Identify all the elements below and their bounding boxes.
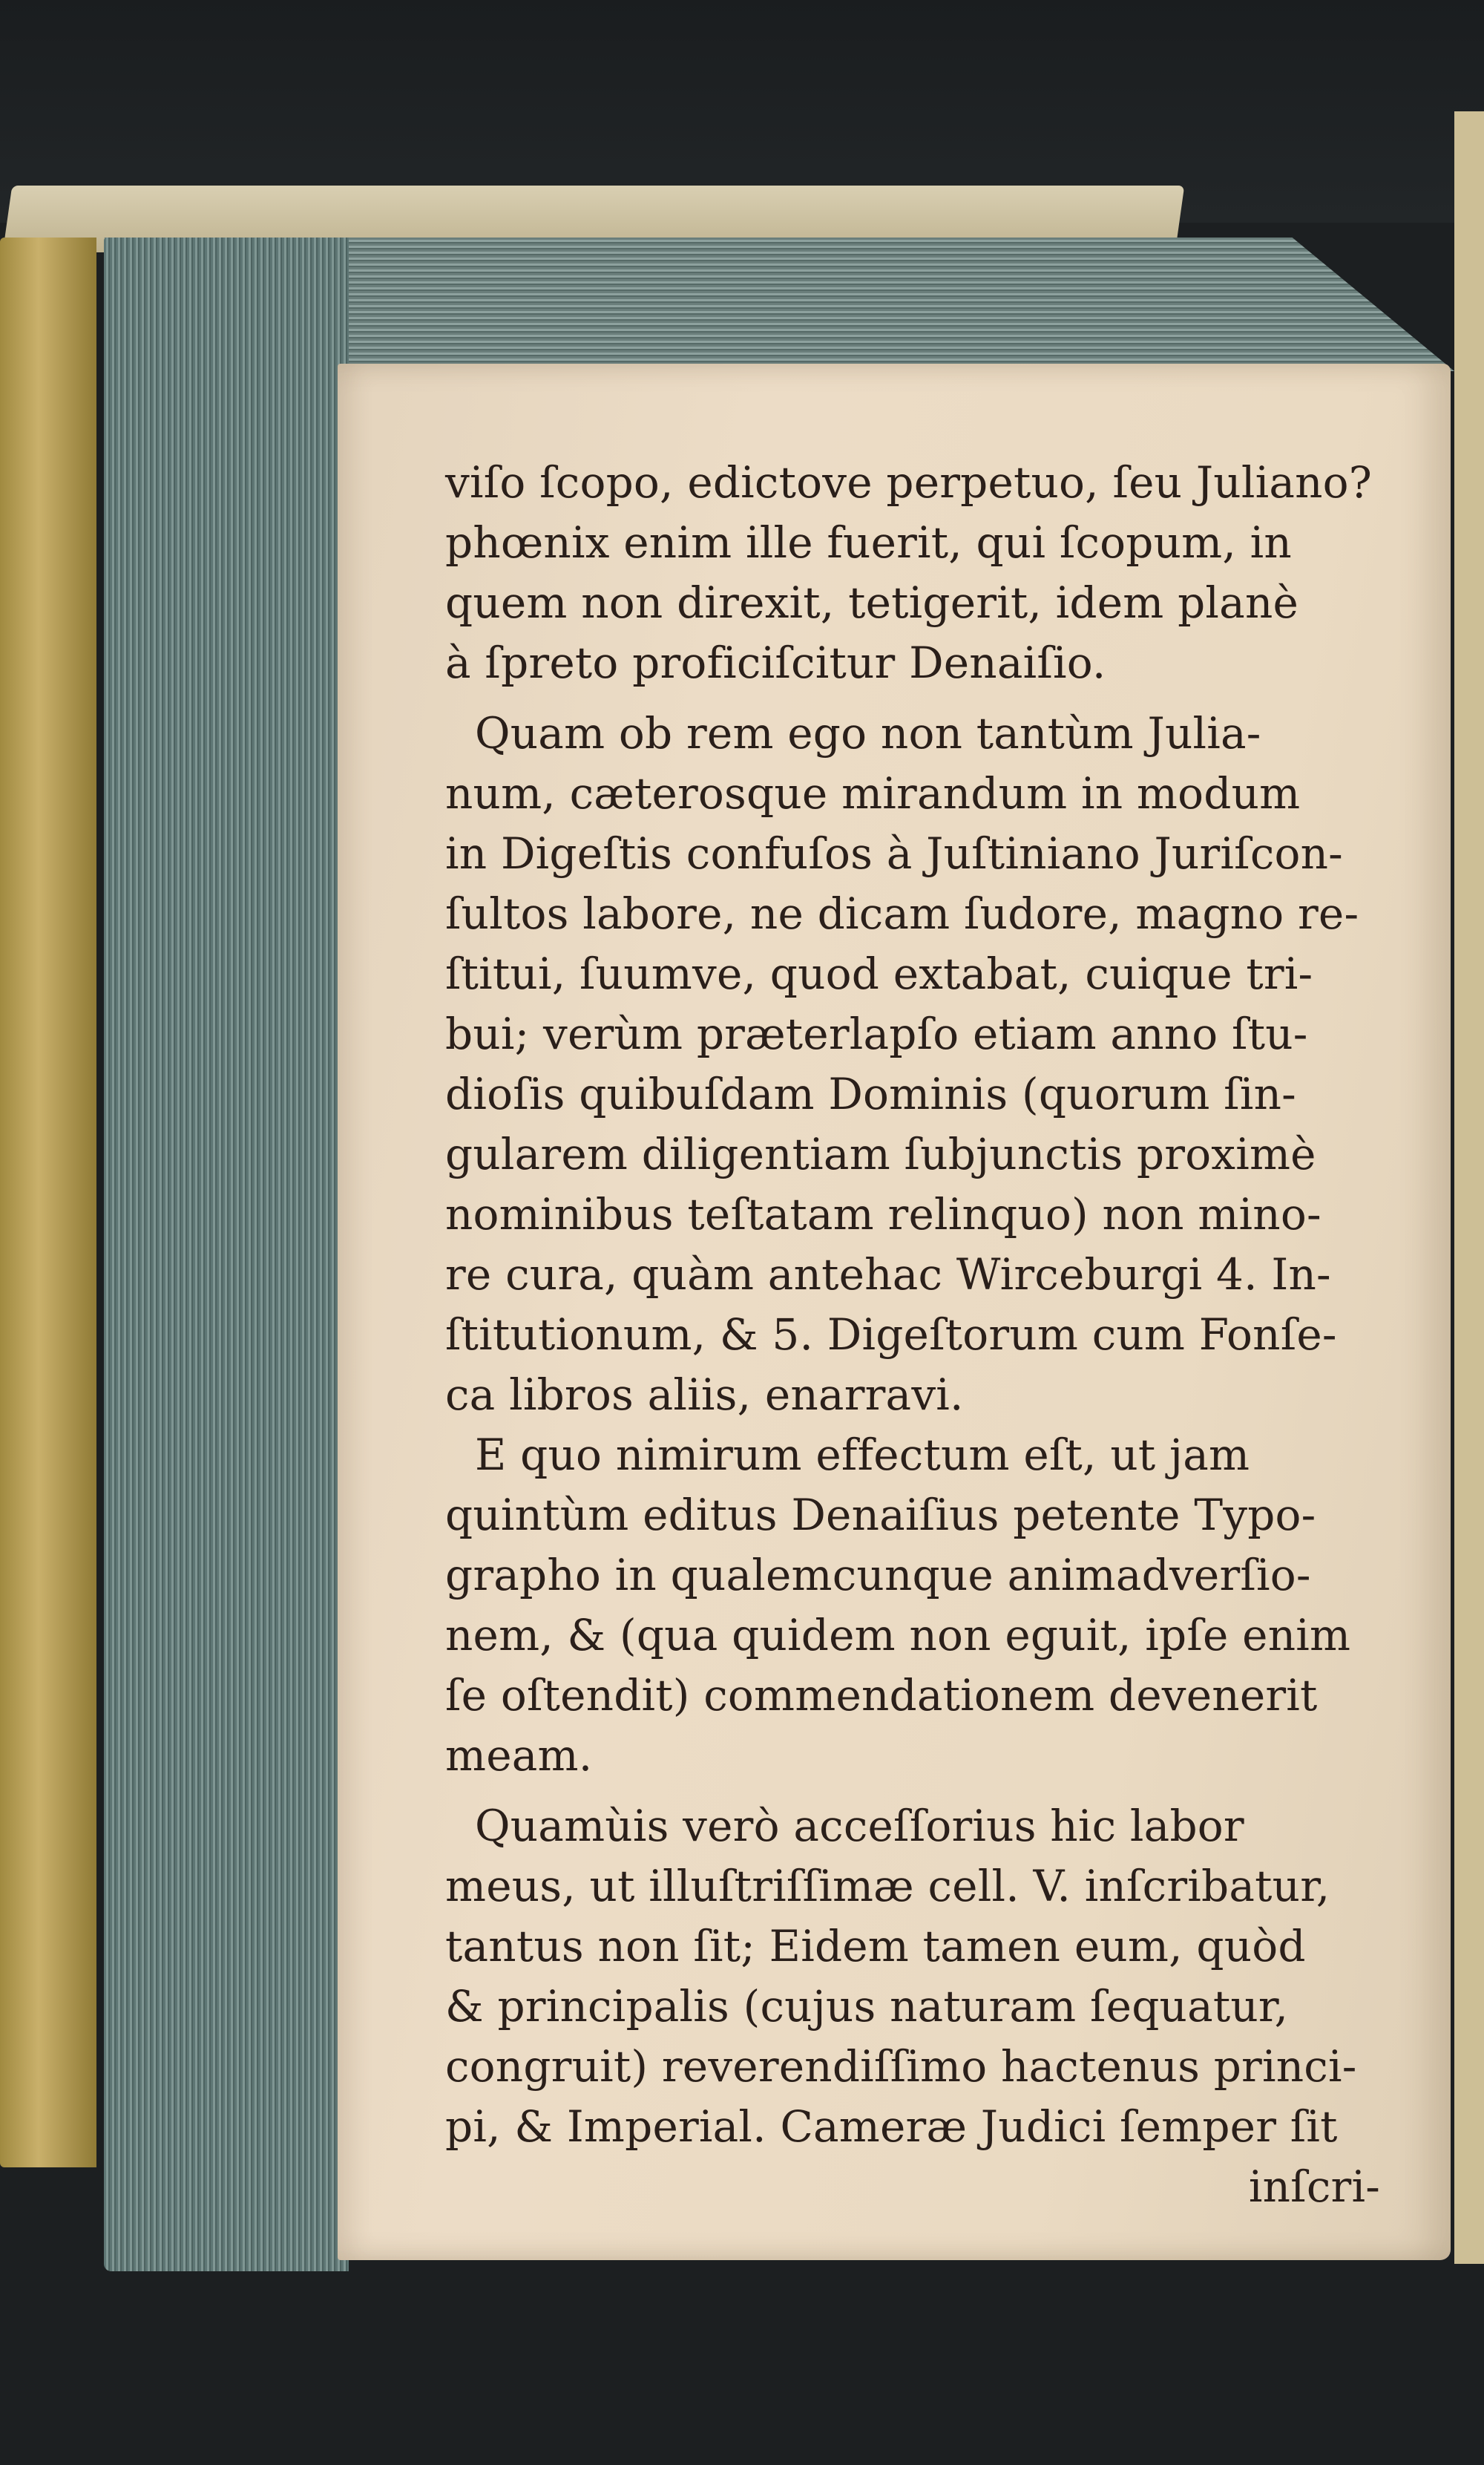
text-line: quintùm editus Denaiſius petente Typo-	[445, 1490, 1316, 1540]
text-line: viſo ſcopo, edictove perpetuo, ſeu Juliano?	[445, 457, 1373, 508]
text-line: meam.	[445, 1730, 593, 1781]
book-cover-left	[0, 238, 96, 2167]
text-line: à ſpreto proficiſcitur Denaiſio.	[445, 638, 1106, 688]
paragraph-gap	[445, 693, 1388, 704]
paragraph-start-line: E quo nimirum effectum eſt, ut jam	[475, 1430, 1250, 1480]
paragraph-start-line: Quamùis verò acceſſorius hic labor	[475, 1801, 1244, 1851]
text-line: ſe oſtendit) commendationem devenerit	[445, 1670, 1318, 1721]
text-line: ca libros aliis, enarravi.	[445, 1369, 964, 1420]
text-line: gularem diligentiam ſubjunctis proximè	[445, 1129, 1316, 1179]
text-line: phœnix enim ille fuerit, qui ſcopum, in	[445, 517, 1292, 568]
text-line: ſtitui, ſuumve, quod extabat, cuique tri-	[445, 949, 1313, 999]
text-line: nominibus teſtatam relinquo) non mino-	[445, 1189, 1322, 1240]
text-line: in Digeſtis confuſos à Juſtiniano Juriſcon-	[445, 828, 1343, 879]
text-line: bui; verùm præterlapſo etiam anno ſtu-	[445, 1009, 1308, 1059]
catchword: inſcri-	[1248, 2161, 1380, 2212]
page-edges-left	[104, 238, 349, 2271]
text-line: ſultos labore, ne dicam ſudore, magno re-	[445, 888, 1359, 939]
paragraph-gap	[445, 1786, 1388, 1796]
text-line: dioſis quibuſdam Dominis (quorum ſin-	[445, 1069, 1296, 1119]
text-line: & principalis (cujus naturam ſequatur,	[445, 1981, 1289, 2032]
text-line: meus, ut illuſtriſſimæ cell. V. inſcribatur,	[445, 1861, 1330, 1911]
text-line: num, cæterosque mirandum in modum	[445, 768, 1301, 819]
page-text	[445, 453, 1388, 2217]
book-spine-right	[1454, 111, 1484, 2264]
text-line: grapho in qualemcunque animadverſio-	[445, 1550, 1311, 1600]
text-line: nem, & (qua quidem non eguit, ipſe enim	[445, 1610, 1351, 1660]
paragraph-start-line: Quam ob rem ego non tantùm Julia-	[475, 708, 1261, 759]
text-line: congruit) reverendiſſimo hactenus princi-	[445, 2041, 1357, 2092]
text-line: quem non direxit, tetigerit, idem planè	[445, 577, 1299, 628]
text-line: pi, & Imperial. Cameræ Judici ſemper ſit	[445, 2101, 1338, 2152]
text-line: re cura, quàm antehac Wirceburgi 4. In-	[445, 1249, 1331, 1300]
text-line: ſtitutionum, & 5. Digeſtorum cum Fonſe-	[445, 1309, 1337, 1360]
text-line: tantus non ſit; Eidem tamen eum, quòd	[445, 1921, 1306, 1971]
